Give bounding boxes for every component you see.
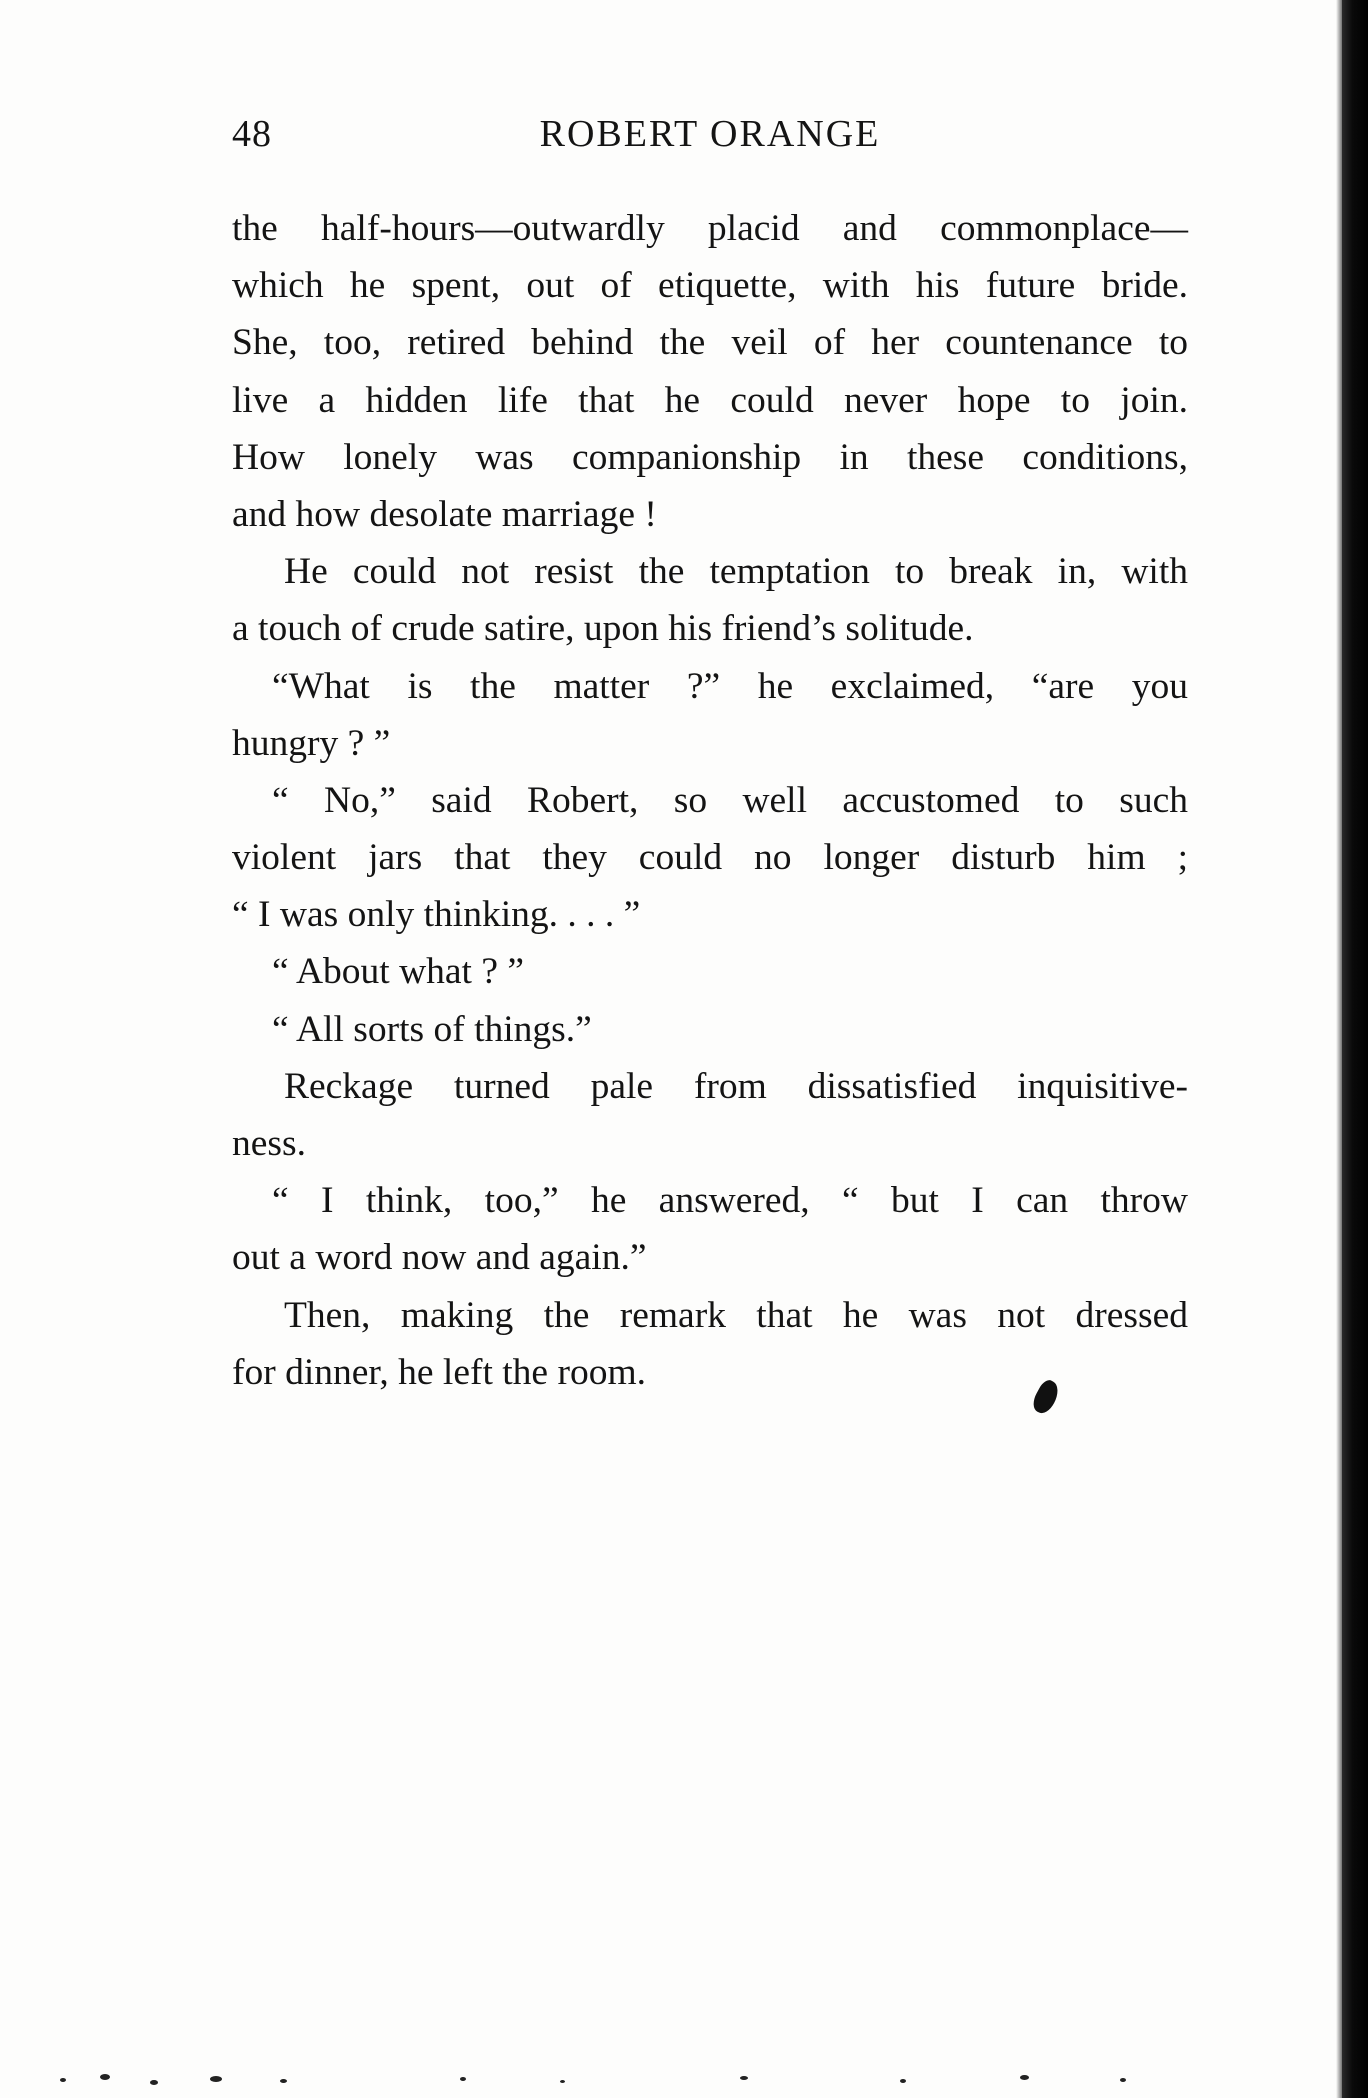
text-line: “ About what ? ” [272,951,525,993]
text-line: the half-hours—outwardly placid and commonplace— [232,208,1188,249]
text-line: a touch of crude satire, upon his friend’s solitude. [232,608,974,650]
text-line: violent jars that they could no longer disturb him ; [232,837,1188,879]
scan-noise [40,2070,1160,2092]
text-line: He could not resist the temptation to break in, with [284,551,1188,593]
text-line: “What is the matter ?” he exclaimed, “are you [272,665,1188,707]
running-title: ROBERT ORANGE [539,113,881,155]
page-number: 48 [232,113,272,155]
text-line: She, too, retired behind the veil of her countenance to [232,322,1188,364]
text-line: How lonely was companionship in these conditions, [232,436,1188,478]
text-line: “ I was only thinking. . . . ” [232,894,641,936]
book-spine [1342,0,1368,2098]
text-line: live a hidden life that he could never hope to join. [232,379,1188,421]
text-line: ness. [232,1123,306,1164]
body-text [232,200,1188,1401]
text-line: for dinner, he left the room. [232,1351,646,1393]
text-line: Reckage turned pale from dissatisfied inquisitive- [284,1065,1188,1107]
text-line: “ All sorts of things.” [272,1008,592,1050]
text-line: hungry ? ” [232,722,391,764]
page-header [232,112,1188,168]
text-line: Then, making the remark that he was not dressed [284,1294,1188,1336]
text-line: out a word now and again.” [232,1237,647,1279]
text-line: “ I think, too,” he answered, “ but I can throw [272,1180,1188,1222]
text-line: and how desolate marriage ! [232,493,657,535]
text-line: “ No,” said Robert, so well accustomed to such [272,779,1188,821]
text-line: which he spent, out of etiquette, with his future bride. [232,265,1188,307]
